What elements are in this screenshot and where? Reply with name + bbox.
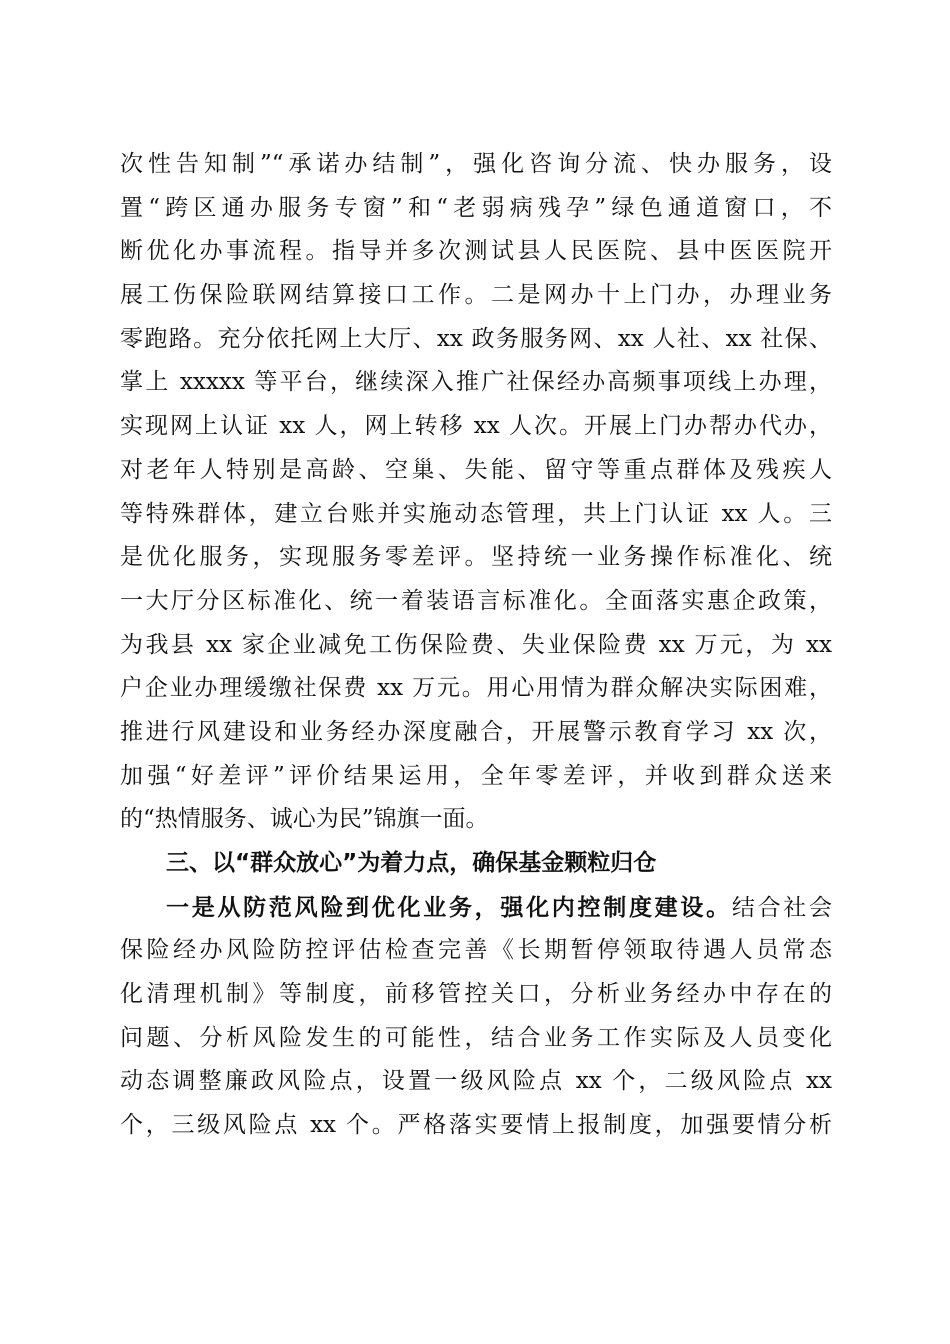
paragraph-lead-line <box>120 886 832 930</box>
paragraph-line: 实现网上认证 xx 人，网上转移 xx 人次。开展上门办帮办代办， <box>120 413 832 440</box>
paragraph-lead-bold: 一是从防范风险到优化业务，强化内控制度建设。 <box>166 893 732 921</box>
paragraph-line: 掌上 xxxxx 等平台，继续深入推广社保经办高频事项线上办理， <box>120 369 832 396</box>
paragraph-line: 置“跨区通办服务专窗”和“老弱病残孕”绿色通道窗口，不 <box>120 194 832 221</box>
paragraph-lead-rest: 结合社会 <box>731 894 833 921</box>
paragraph-line: 的“热情服务、诚心为民”锦旗一面。 <box>120 806 489 833</box>
paragraph-line: 展工伤保险联网结算接口工作。二是网办十上门办，办理业务 <box>120 282 832 309</box>
document-body <box>120 143 832 1148</box>
paragraph-line: 推进行风建设和业务经办深度融合，开展警示教育学习 xx 次， <box>120 718 832 745</box>
paragraph-line: 断优化办事流程。指导并多次测试县人民医院、县中医医院开 <box>120 238 832 265</box>
paragraph-line: 个，三级风险点 xx 个。严格落实要情上报制度，加强要情分析 <box>120 1112 832 1139</box>
paragraph-line: 次性告知制”“承诺办结制”，强化咨询分流、快办服务，设 <box>120 151 832 177</box>
paragraph-line: 动态调整廉政风险点，设置一级风险点 xx 个，二级风险点 xx <box>120 1068 832 1095</box>
paragraph-line: 化清理机制》等制度，前移管控关口，分析业务经办中存在的 <box>120 981 832 1008</box>
paragraph-line: 问题、分析风险发生的可能性，结合业务工作实际及人员变化 <box>120 1024 832 1051</box>
paragraph-line: 加强“好差评”评价结果运用，全年零差评，并收到群众送来 <box>120 762 832 789</box>
section-heading: 三、以“群众放心”为着力点，确保基金颗粒归仓 <box>166 850 657 876</box>
paragraph-line: 等特殊群体，建立台账并实施动态管理，共上门认证 xx 人。三 <box>120 500 832 527</box>
paragraph-line: 是优化服务，实现服务零差评。坚持统一业务操作标准化、统 <box>120 544 832 571</box>
paragraph-line: 零跑路。充分依托网上大厅、xx 政务服务网、xx 人社、xx 社保、 <box>120 325 832 352</box>
paragraph-line: 对老年人特别是高龄、空巢、失能、留守等重点群体及残疾人 <box>120 456 832 483</box>
paragraph-line: 为我县 xx 家企业减免工伤保险费、失业保险费 xx 万元，为 xx <box>120 631 832 658</box>
paragraph-line: 一大厅分区标准化、统一着装语言标准化。全面落实惠企政策， <box>120 587 832 614</box>
paragraph-line: 户企业办理缓缴社保费 xx 万元。用心用情为群众解决实际困难， <box>120 675 832 702</box>
paragraph-line: 保险经办风险防控评估检查完善《长期暂停领取待遇人员常态 <box>120 937 832 964</box>
